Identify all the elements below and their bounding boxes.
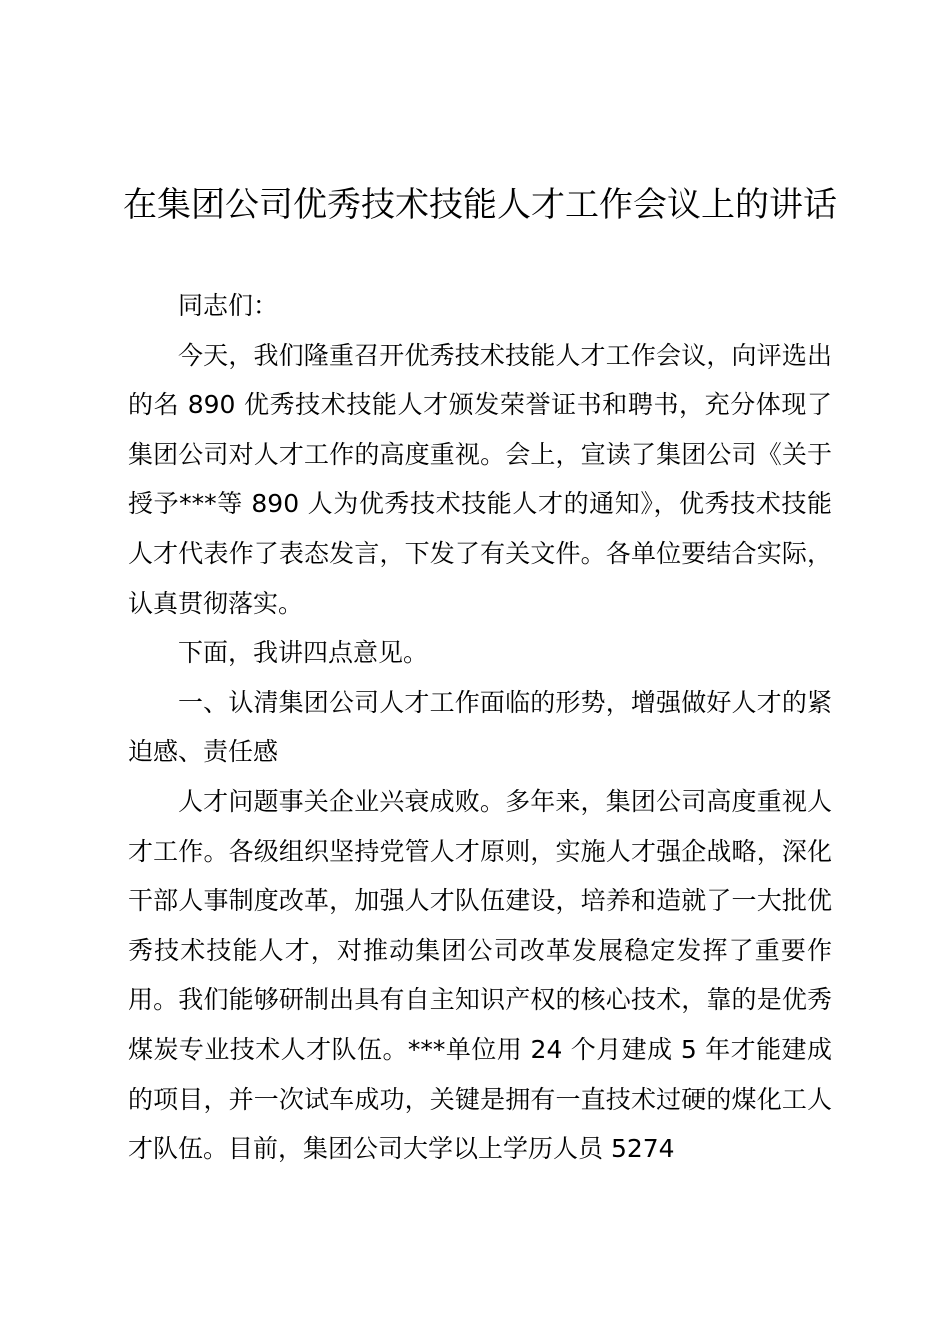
salutation-paragraph: 同志们： [178, 291, 279, 320]
document-body [128, 281, 832, 1174]
transition-paragraph: 下面，我讲四点意见。 [178, 638, 429, 668]
section-heading-1: 一、认清集团公司人才工作面临的形势，增强做好人才的紧迫感、责任感 [128, 687, 832, 767]
section-1-paragraph: 人才问题事关企业兴衰成败。多年来，集团公司高度重视人才工作。各级组织坚持党管人才原则，实施人才强企战略，深化干部人事制度改革，加强人才队伍建设，培养和造就了一大批优秀技术技能人才，对推动集团公司改革发展稳定发挥了重要作用。我们能够研制出具有自主知识产权的核心技术，靠的是优秀煤炭专业技术人才队伍。***单位用 24 个月建成 5 年才能建成的项目，并一次试车成功，关键是拥有一直技术过硬的煤化工人才队伍。目前，集团公司大学以上学历人员 5274 [128, 786, 832, 1164]
document-title: 在集团公司优秀技术技能人才工作会议上的讲话 [123, 185, 837, 225]
opening-paragraph: 今天，我们隆重召开优秀技术技能人才工作会议，向评选出的名 890 优秀技术技能人才颁发荣誉证书和聘书，充分体现了集团公司对人才工作的高度重视。会上，宣读了集团公司《关于授予***等 890 人为优秀技术技能人才的通知》，优秀技术技能人才代表作了表态发言，下发了有关文件。各单位要结合实际，认真贯彻落实。 [128, 340, 832, 618]
